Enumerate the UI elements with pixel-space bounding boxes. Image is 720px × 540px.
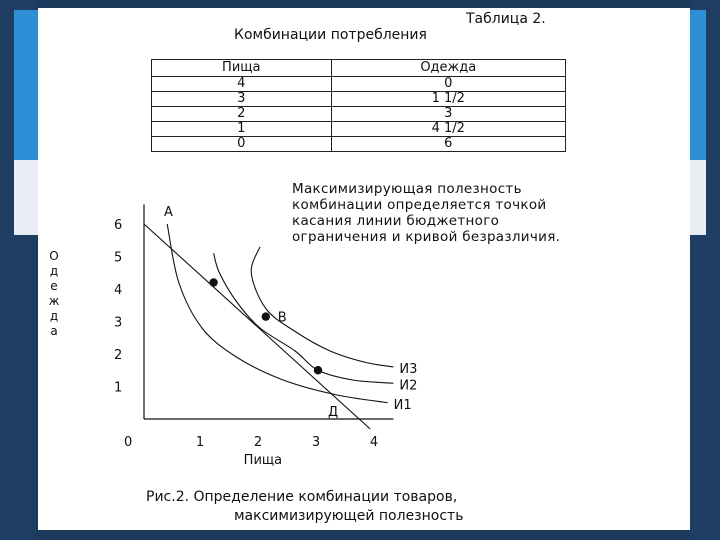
cell-clothing: 6 (331, 137, 565, 152)
combination-point (314, 366, 322, 374)
indifference-curve-label: И3 (399, 362, 418, 377)
indifference-curve-label: И1 (393, 397, 412, 413)
cell-clothing: 3 (331, 107, 565, 122)
column-header-food: Пища (152, 60, 332, 77)
indifference-curve-label: И2 (399, 378, 418, 394)
cell-food: 0 (152, 137, 332, 152)
budget-line-start-label: А (164, 205, 173, 220)
column-header-clothing: Одежда (331, 60, 565, 77)
utility-chart (38, 8, 690, 530)
cell-clothing: 4 1/2 (331, 122, 565, 137)
y-tick-label: 2 (114, 348, 123, 363)
y-axis-title-letter: а (50, 324, 58, 338)
y-axis-title-letter: е (50, 279, 58, 293)
combination-point (209, 278, 217, 286)
y-tick-label: 5 (114, 250, 123, 266)
origin-label: 0 (124, 435, 133, 450)
cell-food: 3 (152, 92, 332, 107)
annotation-line: касания линии бюджетного (292, 213, 500, 229)
cell-food: 4 (152, 77, 332, 92)
budget-line (144, 224, 370, 429)
x-axis-title: Пища (243, 453, 283, 468)
x-tick-label: 1 (195, 435, 205, 450)
budget-line-end-label: Д (328, 405, 339, 420)
y-axis-title-letter: д (49, 309, 59, 323)
x-tick-label: 4 (369, 435, 379, 450)
figure-caption-line-2: максимизирующей полезность (234, 508, 464, 524)
x-tick-label: 2 (253, 435, 263, 450)
table-title: Таблица 2. (466, 11, 546, 27)
cell-food: 1 (152, 122, 332, 137)
annotation-line: комбинации определяется точкой (292, 197, 547, 213)
point-label: В (277, 310, 287, 326)
indifference-curve-3 (251, 247, 393, 367)
y-tick-label: 4 (114, 283, 123, 298)
scanned-page (38, 8, 690, 530)
annotation-line: ограничения и кривой безразличия. (292, 229, 561, 245)
y-tick-label: 1 (114, 380, 123, 396)
cell-food: 2 (152, 107, 332, 122)
figure-caption-line-1: Рис.2. Определение комбинации товаров, (146, 489, 458, 505)
y-axis-title-letter: ж (48, 294, 60, 308)
x-tick-label: 3 (311, 435, 321, 450)
indifference-curve-2 (214, 253, 394, 383)
y-axis-title-letter: О (49, 249, 59, 263)
y-tick-label: 3 (114, 315, 123, 331)
annotation-line: Максимизирующая полезность (292, 181, 522, 197)
cell-clothing: 1 1/2 (331, 92, 565, 107)
cell-clothing: 0 (331, 77, 565, 92)
y-axis-title-letter: д (49, 264, 59, 278)
y-tick-label: 6 (114, 218, 123, 233)
combination-point (262, 312, 270, 320)
table-subtitle: Комбинации потребления (234, 27, 427, 43)
